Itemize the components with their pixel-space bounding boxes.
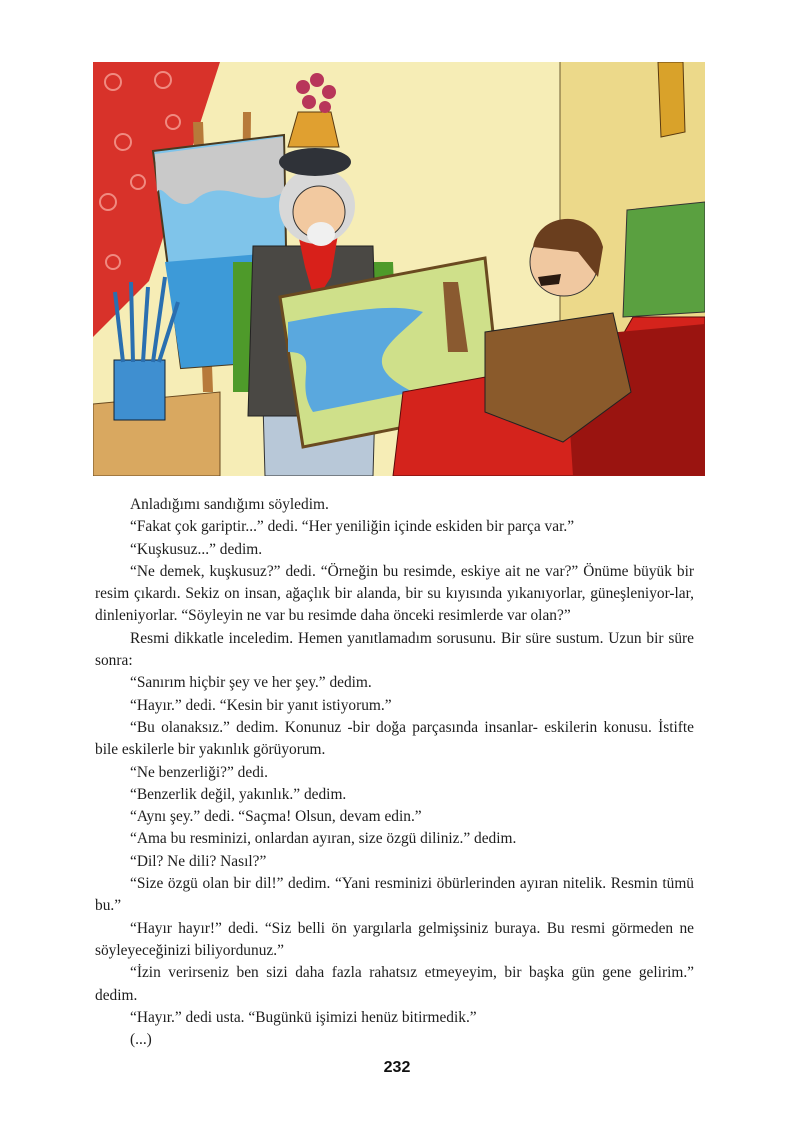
paragraph: “Benzerlik değil, yakınlık.” dedim. xyxy=(130,785,347,803)
painter-beret xyxy=(279,148,351,176)
brush-cup xyxy=(114,360,165,420)
paragraph: “Dil? Ne dili? Nasıl?” xyxy=(130,852,267,870)
illustration-painter-studio xyxy=(93,62,705,476)
paragraph: “Kuşkusuz...” dedim. xyxy=(130,540,263,558)
paragraph: “Ne benzerliği?” dedi. xyxy=(130,763,269,781)
story-text xyxy=(95,494,694,1051)
paragraph: (...) xyxy=(130,1031,152,1049)
paragraph: “İzin verirseniz ben sizi daha fazla rahatsız etmeyeyim, bir başka gün gene gelirim.” dedim. xyxy=(95,964,694,1004)
painter-beard xyxy=(307,222,335,246)
paragraph: “Bu olanaksız.” dedim. Konunuz -bir doğa parçasında insanlar- eskilerin konusu. İstifte bile eskilerle bir yakınlık görüyorum. xyxy=(95,718,694,759)
paragraph: “Hayır.” dedi usta. “Bugünkü işimizi henüz bitirmedik.” xyxy=(130,1008,477,1026)
paragraph: “Ama bu resminizi, onlardan ayıran, size özgü diliniz.” dedim. xyxy=(130,830,517,848)
paragraph: “Ne demek, kuşkusuz?” dedi. “Örneğin bu resimde, eskiye ait ne var?” Önüme büyük bir resim çıkardı. Sekiz on insan, ağaçlık bir alanda, bir su kıyısında yıkanıyorlar, güneşleniyor-lar, dinleniyorlar. “Söyleyin ne var bu resimde daha önceki resimlerde var olan?” xyxy=(95,562,694,625)
paragraph: “Aynı şey.” dedi. “Saçma! Olsun, devam edin.” xyxy=(130,808,422,826)
paragraph: Anladığımı sandığımı söyledim. xyxy=(130,496,329,513)
paragraph: “Fakat çok gariptir...” dedi. “Her yeniliğin içinde eskiden bir parça var.” xyxy=(130,518,575,536)
frame-top-right xyxy=(658,62,685,137)
page-number: 232 xyxy=(383,1059,411,1076)
paragraph: “Hayır hayır!” dedi. “Siz belli ön yargılarla gelmişsiniz buraya. Bu resmi görmeden ne söyleyeceğinizi biliyordunuz.” xyxy=(95,919,694,959)
paintings-right-wall xyxy=(623,202,705,317)
paragraph: “Sanırım hiçbir şey ve her şey.” dedim. xyxy=(130,674,372,692)
paragraph: “Size özgü olan bir dil!” dedim. “Yani resminizi öbürlerinden ayıran nitelik. Resmin tümü bu.” xyxy=(95,875,694,915)
paragraph: Resmi dikkatle inceledim. Hemen yanıtlamadım sorusunu. Bir süre sustum. Uzun bir süre sonra: xyxy=(95,629,694,670)
paragraph: “Hayır.” dedi. “Kesin bir yanıt istiyorum.” xyxy=(130,696,392,714)
